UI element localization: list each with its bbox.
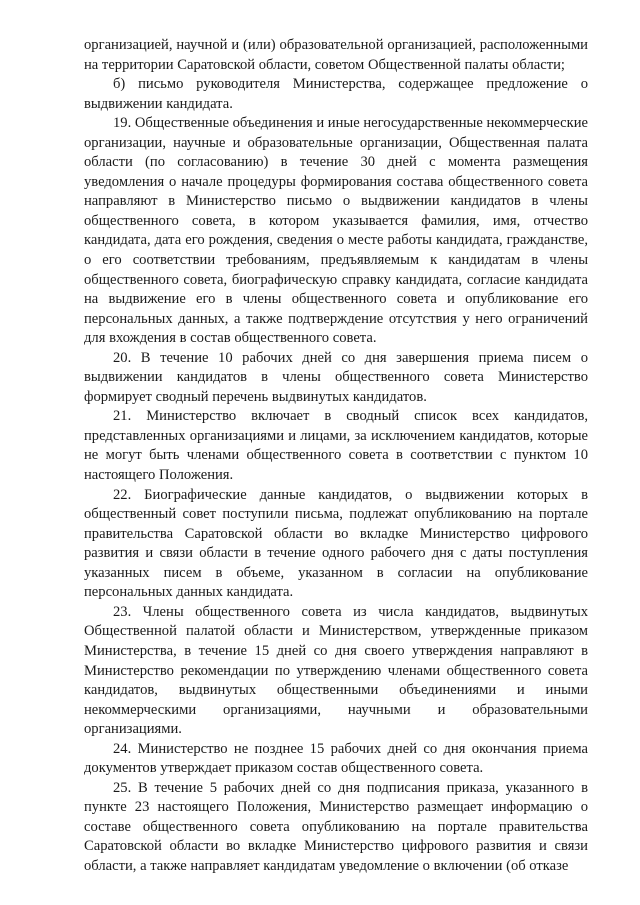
paragraph-item-19: 19. Общественные объединения и иные негосударственные некоммерческие организации, научные и образовательные организации, Общественная палата области (по согласованию) в течение 30 дней с момента размещения уведомления о начале процедуры формирования состава общественного совета направляют в Министерство письмо о выдвижении кандидатов в члены общественного совета, в котором указывается фамилия, имя, отчество кандидата, дата его рождения, сведения о месте работы кандидата, гражданстве, о его соответствии требованиям, предъявляемым к кандидатам в члены общественного совета, биографическую справку кандидата, согласие кандидата на выдвижение его в члены общественного совета и опубликование его персональных данных, а также подтверждение отсутствия у него ограничений для вхождения в состав общественного совета. — [84, 115, 589, 347]
paragraph-item-23: 23. Члены общественного совета из числа кандидатов, выдвинутых Общественной палатой области и Министерством, утвержденные приказом Министерства, в течение 15 дней со дня своего утверждения направляют в Министерство рекомендации по утверждению членами общественного совета кандидатов, выдвинутых общественными объединениями и иными некоммерческими организациями, научными и образовательными организациями. — [84, 603, 588, 738]
paragraph-item-24: 24. Министерство не позднее 15 рабочих дней со дня окончания приема документов утверждает приказом состав общественного совета. — [84, 740, 588, 777]
paragraph-item-22: 22. Биографические данные кандидатов, о выдвижении которых в общественный совет поступили письма, подлежат опубликованию на портале правительства Саратовской области во вкладке Министерство цифрового развития и связи области в течение одного рабочего дня с даты поступления указанных писем в объеме, указанном в согласии на опубликование персональных данных кандидата. — [84, 486, 588, 601]
paragraph-item-b: б) письмо руководителя Министерства, содержащее предложение о выдвижении кандидата. — [84, 76, 588, 112]
paragraph-item-21: 21. Министерство включает в сводный список всех кандидатов, представленных организациями и лицами, за исключением кандидатов, которые не могут быть членами общественного совета в соответствии с пунктом 10 настоящего Положения. — [84, 408, 588, 484]
document-page — [84, 36, 588, 877]
paragraph-item-25: 25. В течение 5 рабочих дней со дня подписания приказа, указанного в пункте 23 настоящего Положения, Министерство размещает информацию о составе общественного совета опубликованию на портале правительства Саратовской области во вкладке Министерство цифрового развития и связи области, а также направляет кандидатам уведомление о включении (об отказе — [84, 779, 588, 874]
paragraph-continuation: организацией, научной и (или) образовательной организацией, расположенными на территории Саратовской области, советом Общественной палаты области; — [84, 37, 588, 73]
paragraph-item-20: 20. В течение 10 рабочих дней со дня завершения приема писем о выдвижении кандидатов в члены общественного совета Министерство формирует сводный перечень выдвинутых кандидатов. — [84, 349, 588, 405]
